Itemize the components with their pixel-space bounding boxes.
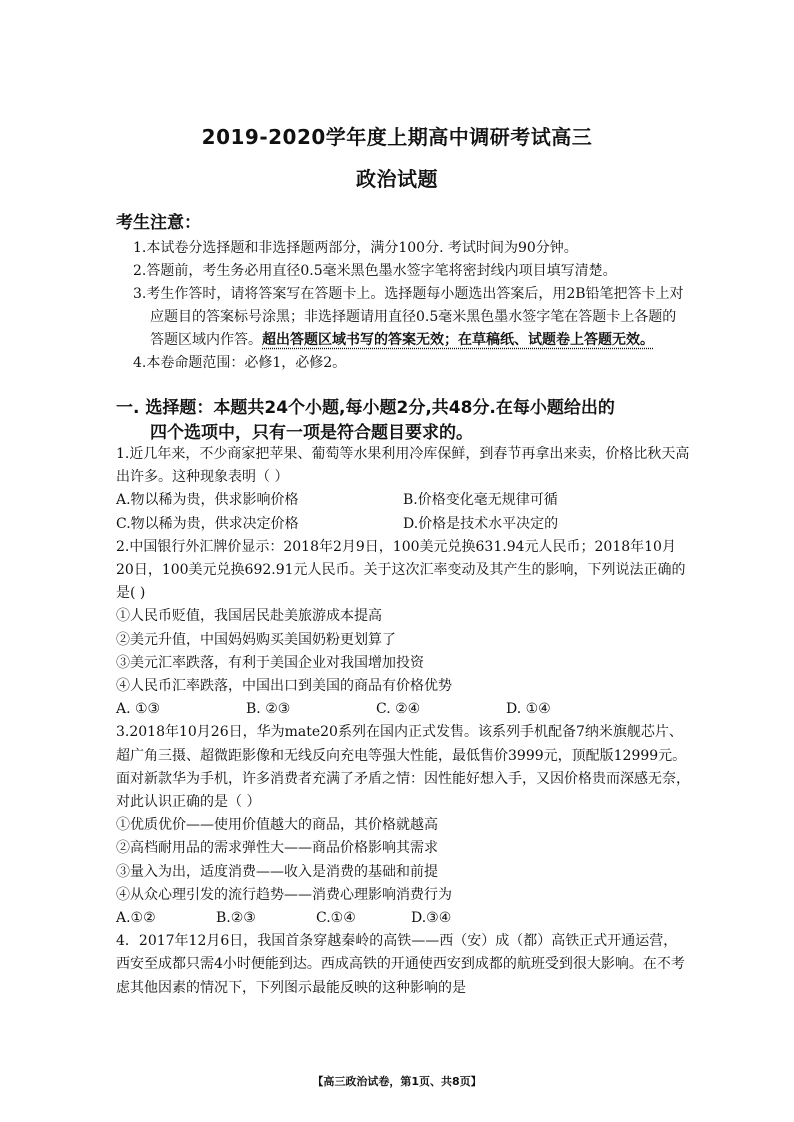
question-1-stem: 1.近几年来，不少商家把苹果、葡萄等水果利用冷库保鲜，到春节再拿出来卖，价格比秋天高出许多。这种现象表明（ ） [116, 446, 690, 486]
section-heading-line-2: 四个选项中，只有一项是符合题目要求的。 [150, 423, 473, 443]
question-3-statement-4: ④从众心理引发的流行趋势——消费心理影响消费行为 [116, 886, 452, 903]
question-2-option-b: B. ②③ [246, 701, 291, 718]
question-2-option-c: C. ②④ [376, 701, 421, 718]
section-heading [116, 396, 696, 446]
question-2-stem: 2.中国银行外汇牌价显示：2018年2月9日，100美元兑换631.94元人民币；2018年10月20日，100美元兑换692.91元人民币。关于这次汇率变动及其产生的影响，下列说法正确的是( ) [116, 538, 686, 602]
page-footer: 【高三政治试卷，第1页、共8页】 [312, 1075, 482, 1088]
section-heading-line-1: 一. 选择题：本题共24个小题,每小题2分,共48分.在每小题给出的 [116, 398, 615, 418]
question-list [116, 443, 690, 1000]
question-3-option-d: D.③④ [411, 910, 452, 927]
question-1-option-b: B.价格变化毫无规律可循 [403, 492, 558, 509]
question-2-options [116, 698, 690, 721]
question-1-option-c: C.物以稀为贵，供求决定价格 [116, 515, 299, 532]
notice-item-2: 2.答题前，考生务必用直径0.5毫米黑色墨水签字笔将密封线内项目填写清楚。 [133, 263, 617, 279]
question-3-option-a: A.①② [116, 910, 156, 927]
question-3-options [116, 907, 690, 930]
notice-item-1: 1.本试卷分选择题和非选择题两部分，满分100分. 考试时间为90分钟。 [133, 240, 578, 256]
question-2-statement-1: ①人民币贬值，我国居民赴美旅游成本提高 [116, 608, 382, 625]
notice-item-4: 4.本卷命题范围：必修1，必修2。 [133, 355, 347, 371]
question-2-statement-4: ④人民币汇率跌落，中国出口到美国的商品有价格优势 [116, 678, 452, 695]
exam-subject-title: 政治试题 [356, 167, 438, 191]
exam-title: 2019-2020学年度上期高中调研考试高三 [201, 125, 593, 149]
question-4-stem: 4．2017年12月6日，我国首条穿越秦岭的高铁——西（安）成（都）高铁正式开通运营，西安至成都只需4小时便能到达。西成高铁的开通使西安到成都的航班受到很大影响。在不考虑其他因素的情况下，下列图示最能反映的这种影响的是 [116, 933, 685, 996]
notice-heading: 考生注意： [116, 213, 201, 233]
question-2-statement-2: ②美元升值，中国妈妈购买美国奶粉更划算了 [116, 631, 396, 648]
question-3-stem: 3.2018年10月26日，华为mate20系列在国内正式发售。该系列手机配备7纳米旗舰芯片、超广角三摄、超微距影像和无线反向充电等强大性能，最低售价3999元，顶配版12999元。面对新款华为手机，许多消费者充满了矛盾之情：因性能好想入手，又因价格贵而深感无奈，对此认识正确的是（ ） [116, 724, 690, 811]
question-1-option-d: D.价格是技术水平决定的 [403, 515, 559, 532]
question-1-option-a: A.物以稀为贵，供求影响价格 [116, 492, 299, 509]
question-1-options-row-2 [116, 513, 690, 536]
question-2-option-a: A. ①③ [116, 701, 161, 718]
notice-item-3-emphasis: 超出答题区域书写的答案无效；在草稿纸、试题卷上答题无效。 [262, 332, 654, 348]
notice-item-3 [116, 283, 690, 352]
notice-item-3-text: 3.考生作答时，请将答案写在答题卡上。选择题每小题选出答案后，用2B铅笔把答卡上对应题目的答案标号涂黑；非选择题请用直径0.5毫米黑色墨水签字笔在答题卡上各题的答题区域内作答。 [133, 286, 684, 348]
question-2-statement-3: ③美元汇率跌落，有利于美国企业对我国增加投资 [116, 654, 424, 671]
question-3-statement-1: ①优质优价——使用价值越大的商品，其价格就越高 [116, 817, 438, 834]
question-2-option-d: D. ①④ [506, 701, 551, 718]
question-3-statement-3: ③量入为出，适度消费——收入是消费的基础和前提 [116, 863, 438, 880]
question-3-option-b: B.②③ [216, 910, 256, 927]
question-3-statement-2: ②高档耐用品的需求弹性大——商品价格影响其需求 [116, 840, 438, 857]
notice-list [116, 237, 690, 375]
question-1-options-row-1 [116, 489, 690, 512]
question-3-option-c: C.①④ [316, 910, 356, 927]
